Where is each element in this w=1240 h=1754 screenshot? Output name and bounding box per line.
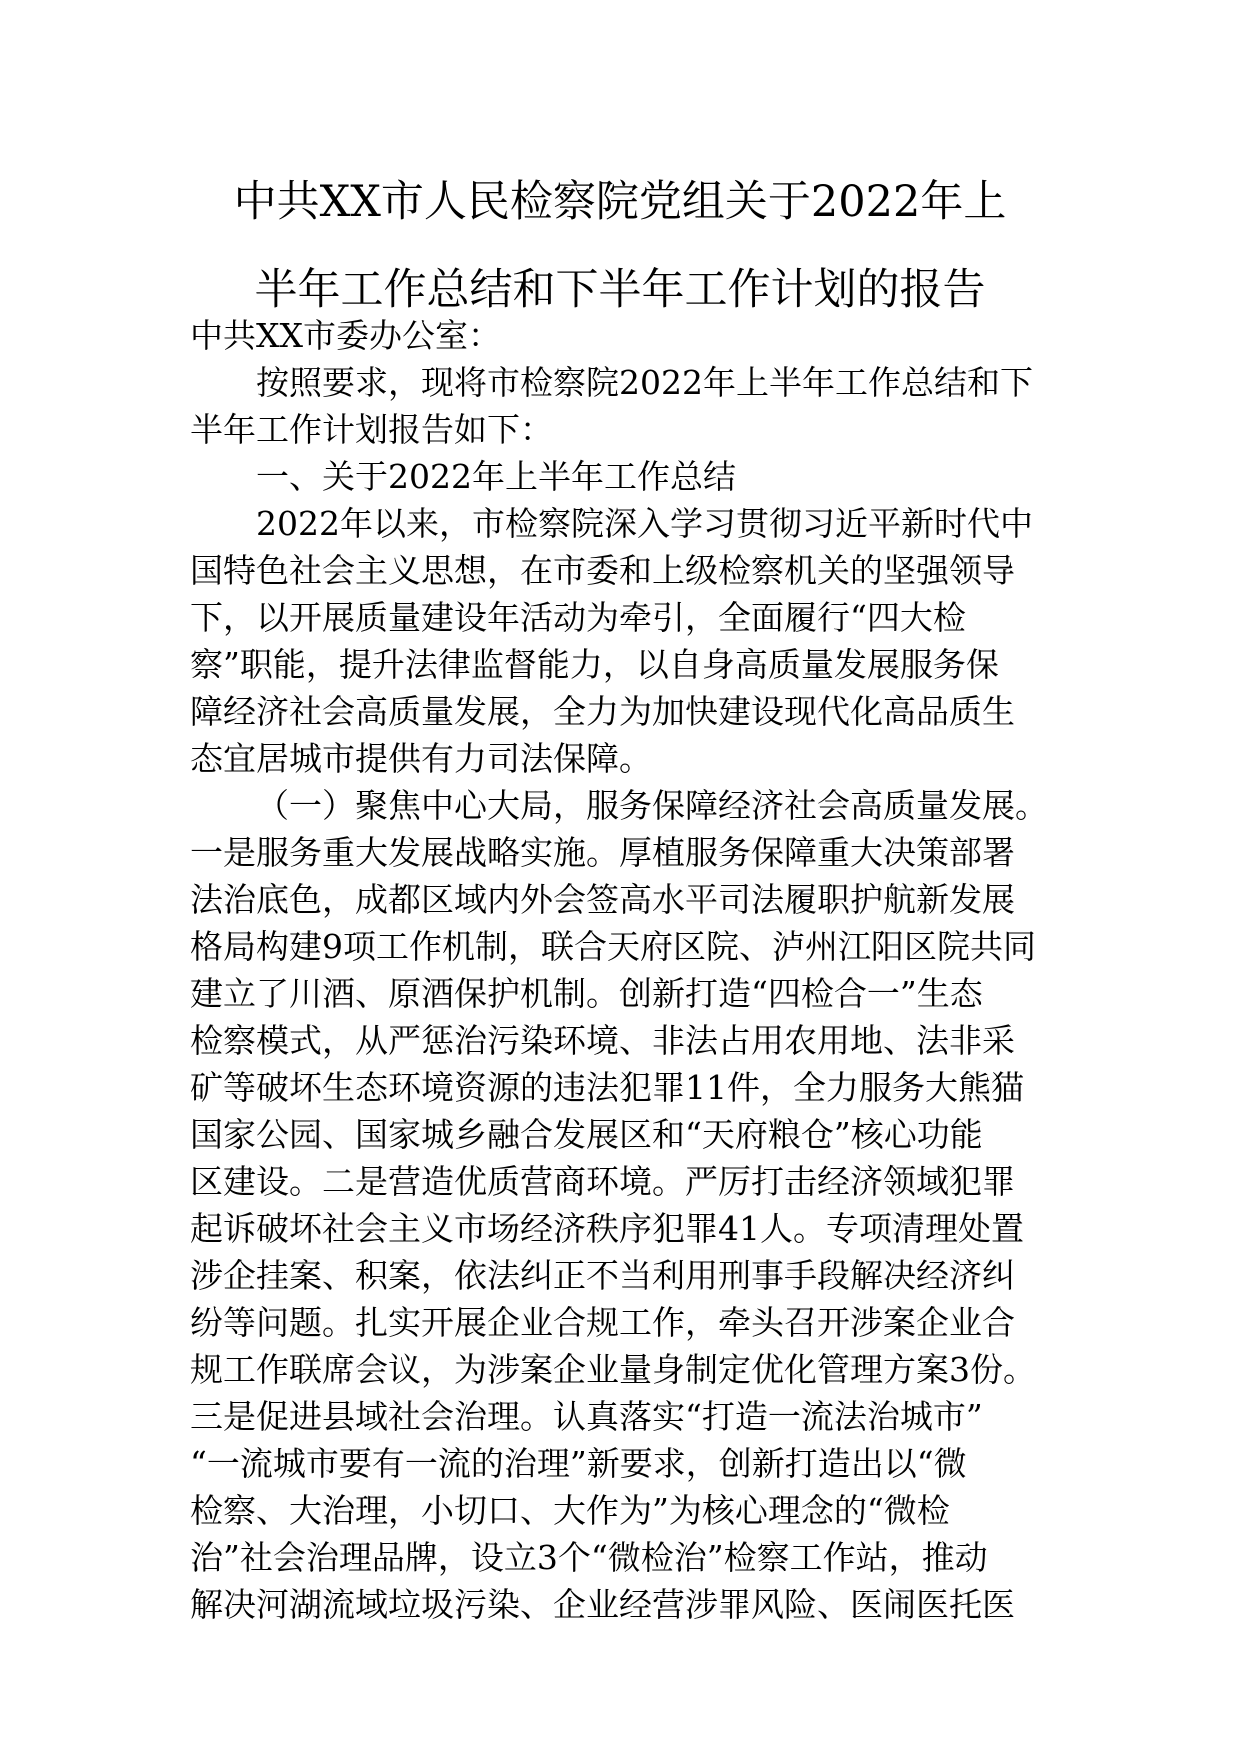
body-line: 矿等破坏生态环境资源的违法犯罪11件，全力服务大熊猫 bbox=[190, 1068, 1024, 1107]
body-line: 国家公园、国家城乡融合发展区和“天府粮仓”核心功能 bbox=[190, 1115, 983, 1154]
body-line: 障经济社会高质量发展，全力为加快建设现代化高品质生 bbox=[190, 692, 1015, 731]
body-line: 按照要求，现将市检察院2022年上半年工作总结和下 bbox=[256, 363, 1033, 402]
body-line: 格局构建9项工作机制，联合天府区院、泸州江阳区院共同 bbox=[190, 927, 1036, 966]
body-line: 解决河湖流域垃圾污染、企业经营涉罪风险、医闹医托医 bbox=[190, 1585, 1015, 1624]
body-line: “一流城市要有一流的治理”新要求，创新打造出以“微 bbox=[190, 1444, 967, 1483]
document-title-line-1: 中共XX市人民检察院党组关于2022年上 bbox=[233, 177, 1007, 227]
body-line: 一是服务重大发展战略实施。厚植服务保障重大决策部署 bbox=[190, 833, 1015, 872]
body-line: 检察、大治理，小切口、大作为”为核心理念的“微检 bbox=[190, 1491, 950, 1530]
document-title-line-2: 半年工作总结和下半年工作计划的报告 bbox=[254, 265, 986, 315]
body-line: 涉企挂案、积案，依法纠正不当利用刑事手段解决经济纠 bbox=[190, 1256, 1015, 1295]
body-line: 2022年以来，市检察院深入学习贯彻习近平新时代中 bbox=[256, 504, 1033, 543]
body-line: （一）聚焦中心大局，服务保障经济社会高质量发展。 bbox=[256, 786, 1048, 825]
body-line: 国特色社会主义思想，在市委和上级检察机关的坚强领导 bbox=[190, 551, 1015, 590]
body-line: 治”社会治理品牌，设立3个“微检治”检察工作站，推动 bbox=[190, 1538, 988, 1577]
body-line: 规工作联席会议，为涉案企业量身制定优化管理方案3份。 bbox=[190, 1350, 1036, 1389]
body-line: 检察模式，从严惩治污染环境、非法占用农用地、法非采 bbox=[190, 1021, 1015, 1060]
body-line: 半年工作计划报告如下： bbox=[190, 410, 553, 449]
body-line: 纷等问题。扎实开展企业合规工作，牵头召开涉案企业合 bbox=[190, 1303, 1015, 1342]
body-line: 一、关于2022年上半年工作总结 bbox=[256, 457, 736, 496]
body-line: 起诉破坏社会主义市场经济秩序犯罪41人。专项清理处置 bbox=[190, 1209, 1024, 1248]
body-line: 下，以开展质量建设年活动为牵引，全面履行“四大检 bbox=[190, 598, 966, 637]
body-line: 建立了川酒、原酒保护机制。创新打造“四检合一”生态 bbox=[190, 974, 983, 1013]
body-line: 察”职能，提升法律监督能力，以自身高质量发展服务保 bbox=[190, 645, 999, 684]
body-line: 中共XX市委办公室： bbox=[190, 316, 501, 355]
body-line: 区建设。二是营造优质营商环境。严厉打击经济领域犯罪 bbox=[190, 1162, 1015, 1201]
body-line: 态宜居城市提供有力司法保障。 bbox=[190, 739, 652, 778]
body-line: 三是促进县域社会治理。认真落实“打造一流法治城市” bbox=[190, 1397, 983, 1436]
body-line: 法治底色，成都区域内外会签高水平司法履职护航新发展 bbox=[190, 880, 1015, 919]
